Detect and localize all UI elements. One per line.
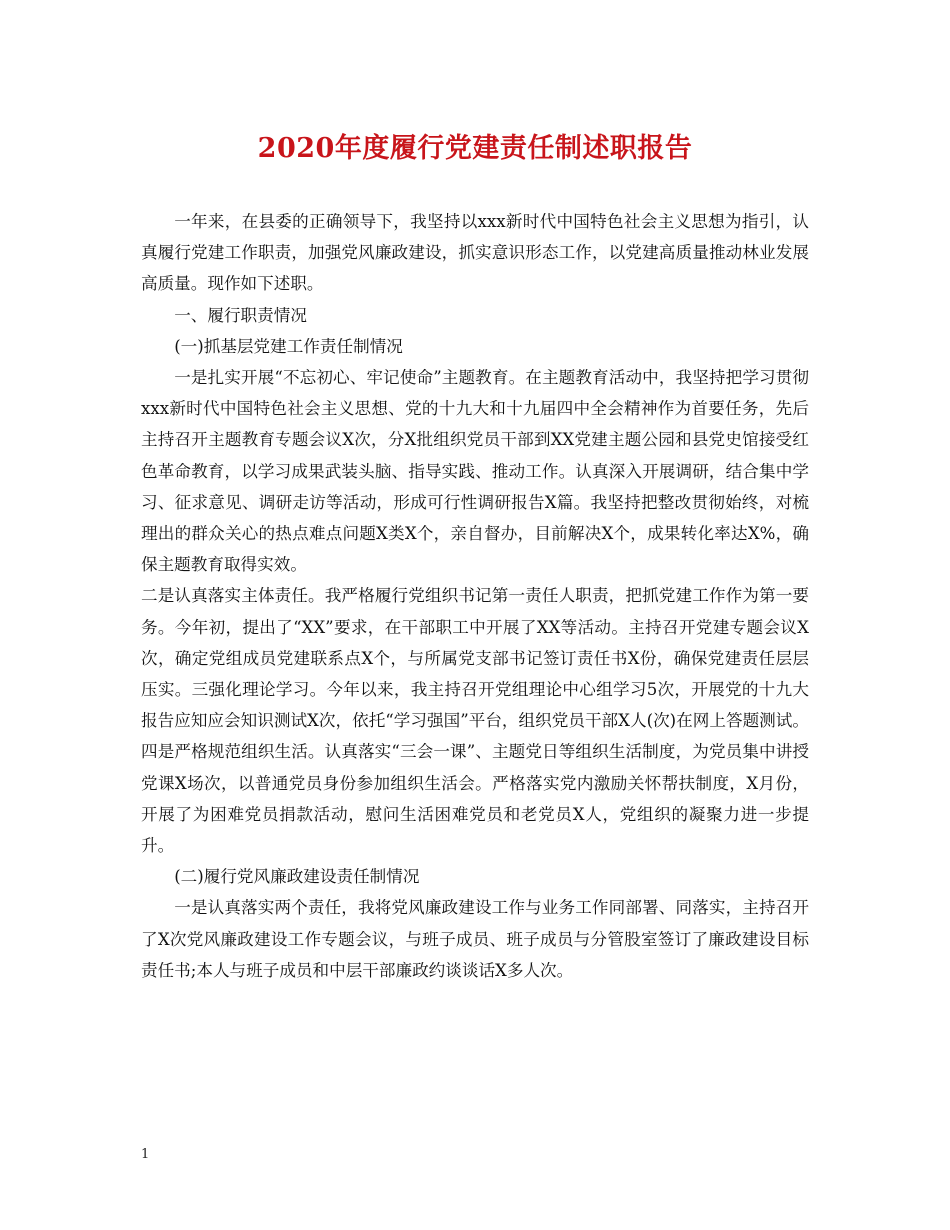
document-title: 2020年度履行党建责任制述职报告	[257, 133, 693, 164]
paragraph-two-responsibilities: 一是认真落实两个责任，我将党风廉政建设工作与业务工作同部署、同落实，主持召开了X次党风廉政建设工作专题会议，与班子成员、班子成员与分管股室签订了廉政建设目标责任书;本人与班子成员和中层干部廉政约谈谈话X多人次。	[141, 898, 809, 980]
document-body	[141, 206, 809, 986]
page-number: 1	[141, 1147, 150, 1162]
subsection-heading-clean-government: (二)履行党风廉政建设责任制情况	[174, 867, 420, 887]
subsection-heading-party-building: (一)抓基层党建工作责任制情况	[174, 336, 403, 356]
paragraph-main-responsibility: 二是认真落实主体责任。我严格履行党组织书记第一责任人职责，把抓党建工作作为第一要务。今年初，提出了“XX”要求，在干部职工中开展了XX等活动。主持召开党建专题会议X次，确定党组成员党建联系点X个，与所属党支部书记签订责任书X份，确保党建责任层层压实。三强化理论学习。今年以来，我主持召开党组理论中心组学习5次，开展党的十九大报告应知应会知识测试X次，依托“学习强国”平台，组织党员干部X人(次)在网上答题测试。四是严格规范组织生活。认真落实“三会一课”、主题党日等组织生活制度，为党员集中讲授党课X场次，以普通党员身份参加组织生活会。严格落实党内激励关怀帮扶制度，X月份，开展了为困难党员捐款活动，慰问生活困难党员和老党员X人，党组织的凝聚力进一步提升。	[141, 586, 809, 856]
paragraph-theme-education: 一是扎实开展“不忘初心、牢记使命”主题教育。在主题教育活动中，我坚持把学习贯彻xxx新时代中国特色社会主义思想、党的十九大和十九届四中全会精神作为首要任务，先后主持召开主题教育专题会议X次，分X批组织党员干部到XX党建主题公园和县党史馆接受红色革命教育，以学习成果武装头脑、指导实践、推动工作。认真深入开展调研，结合集中学习、征求意见、调研走访等活动，形成可行性调研报告X篇。我坚持把整改贯彻始终，对梳理出的群众关心的热点难点问题X类X个，亲自督办，目前解决X个，成果转化率达X%，确保主题教育取得实效。	[141, 368, 809, 575]
intro-paragraph: 一年来，在县委的正确领导下，我坚持以xxx新时代中国特色社会主义思想为指引，认真履行党建工作职责，加强党风廉政建设，抓实意识形态工作，以党建高质量推动林业发展高质量。现作如下述职。	[141, 212, 809, 294]
section-heading-duties: 一、履行职责情况	[174, 305, 307, 325]
